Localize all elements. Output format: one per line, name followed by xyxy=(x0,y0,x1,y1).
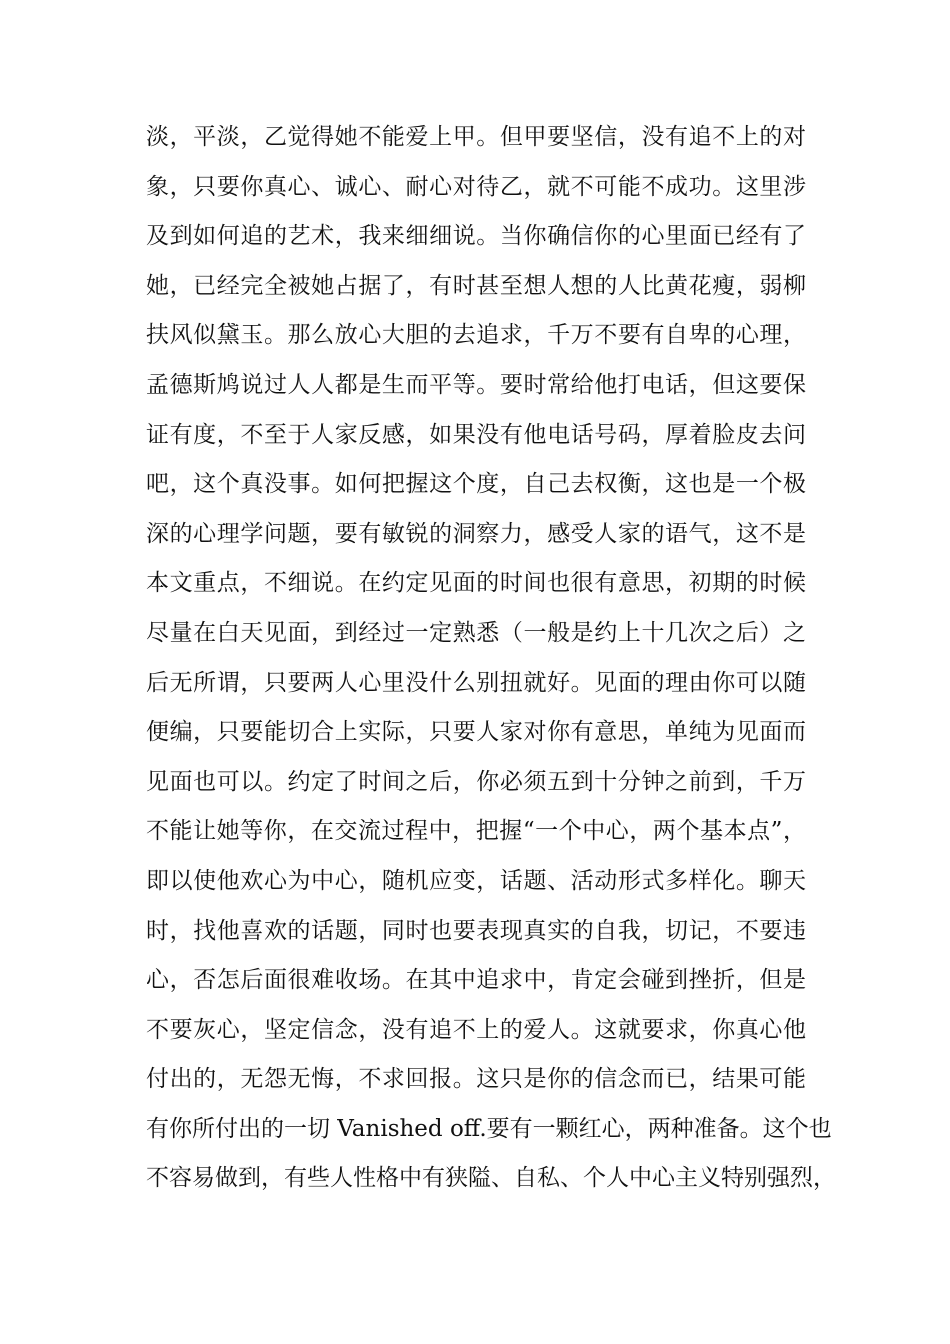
text-line: 深的心理学问题，要有敏锐的洞察力，感受人家的语气，这不是 xyxy=(146,520,806,547)
text-line: 见面也可以。约定了时间之后，你必须五到十分钟之前到，千万 xyxy=(146,768,806,795)
text-line: 不要灰心，坚定信念，没有追不上的爱人。这就要求，你真心他 xyxy=(146,1016,806,1043)
text-line: 即以使他欢心为中心，随机应变，话题、活动形式多样化。聊天 xyxy=(146,867,806,894)
text-line: 心，否怎后面很难收场。在其中追求中，肯定会碰到挫折，但是 xyxy=(146,967,806,994)
text-line: 证有度，不至于人家反感，如果没有他电话号码，厚着脸皮去问 xyxy=(146,421,806,448)
text-line: 付出的，无怨无悔，不求回报。这只是你的信念而已，结果可能 xyxy=(146,1066,806,1093)
text-line: 淡，平淡，乙觉得她不能爱上甲。但甲要坚信，没有追不上的对 xyxy=(146,124,806,150)
text-line: 吧，这个真没事。如何把握这个度，自己去权衡，这也是一个极 xyxy=(146,471,806,498)
text-line: 不容易做到，有些人性格中有狭隘、自私、个人中心主义特别强烈， xyxy=(146,1165,836,1192)
text-line: 时，找他喜欢的话题，同时也要表现真实的自我，切记，不要违 xyxy=(146,917,806,944)
text-line: 有你所付出的一切 Vanished off.要有一颗红心，两种准备。这个也 xyxy=(146,1115,832,1142)
text-line: 尽量在白天见面，到经过一定熟悉（一般是约上十几次之后）之 xyxy=(146,619,806,646)
text-line: 象，只要你真心、诚心、耐心对待乙，就不可能不成功。这里涉 xyxy=(146,173,806,200)
text-line: 不能让她等你，在交流过程中，把握“一个中心，两个基本点”， xyxy=(146,818,806,845)
text-line: 及到如何追的艺术，我来细细说。当你确信你的心里面已经有了 xyxy=(146,223,806,250)
text-line: 便编，只要能切合上实际，只要人家对你有意思，单纯为见面而 xyxy=(146,719,806,746)
body-text xyxy=(146,113,836,1204)
text-line: 扶风似黛玉。那么放心大胆的去追求，千万不要有自卑的心理， xyxy=(146,322,806,349)
text-line: 本文重点，不细说。在约定见面的时间也很有意思，初期的时候 xyxy=(146,570,806,597)
text-line: 她，已经完全被她占据了，有时甚至想人想的人比黄花瘦，弱柳 xyxy=(146,272,806,299)
text-line: 后无所谓，只要两人心里没什么别扭就好。见面的理由你可以随 xyxy=(146,669,806,696)
text-line: 孟德斯鸠说过人人都是生而平等。要时常给他打电话，但这要保 xyxy=(146,371,806,398)
